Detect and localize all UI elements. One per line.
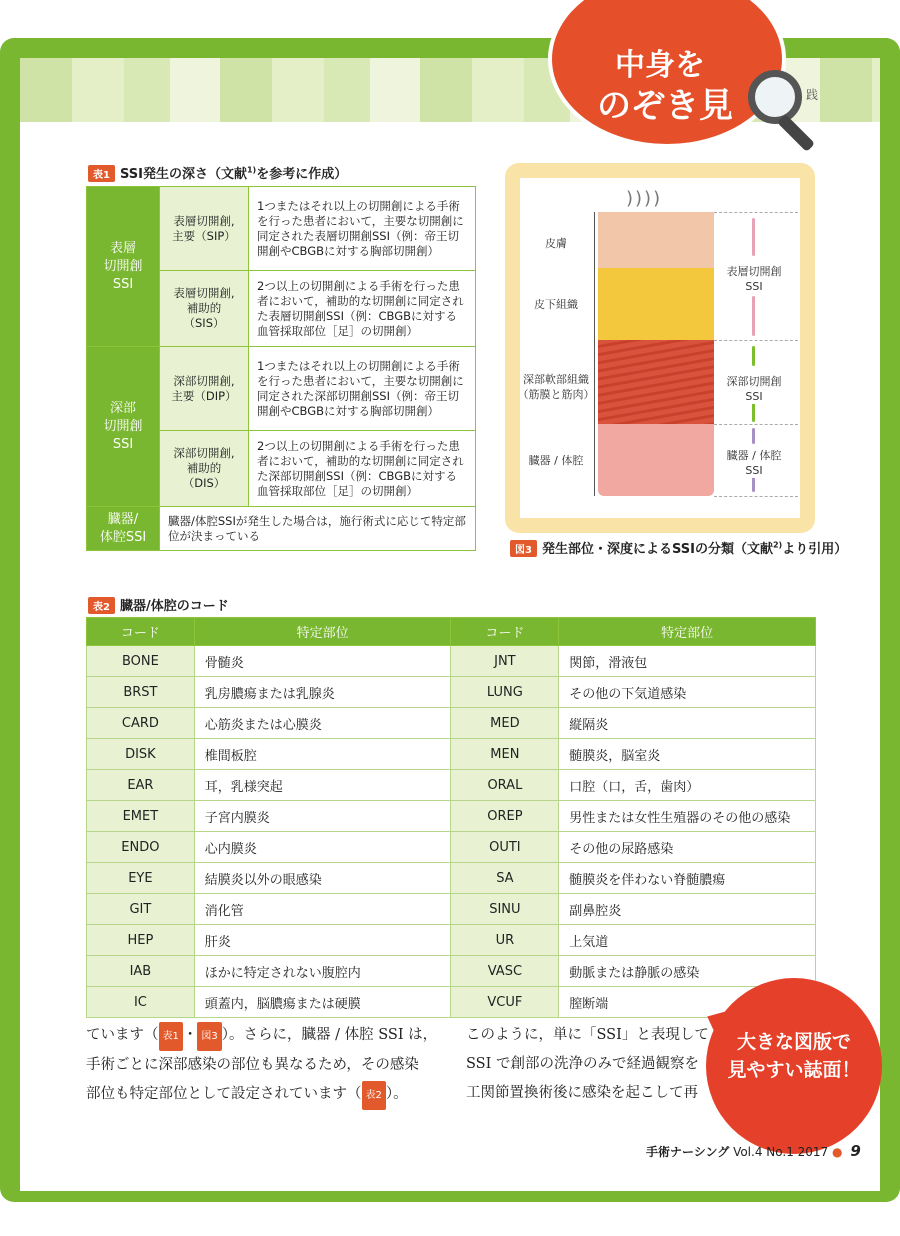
site-cell: 口腔（口，舌，歯肉） — [559, 770, 816, 801]
code-cell: UR — [451, 925, 559, 956]
organ-bracket — [594, 424, 601, 496]
table1-tag: 表1 — [88, 165, 115, 182]
figure3-caption-main: 発生部位・深度によるSSIの分類（文献 — [541, 542, 773, 557]
figure3-tag: 図3 — [510, 540, 537, 557]
ref-table2: 表2 — [362, 1081, 386, 1110]
code-cell: SA — [451, 863, 559, 894]
code-cell: VCUF — [451, 987, 559, 1018]
figure3-caption-sup: 2) — [772, 540, 783, 550]
code-cell: MED — [451, 708, 559, 739]
site-cell: 骨髄炎 — [194, 646, 451, 677]
layer-label-fat: 皮下組織 — [534, 298, 578, 311]
body-right-line3: 工関節置換術後に感染を起こして再 — [466, 1085, 698, 1101]
page-number: 9 — [850, 1142, 861, 1160]
pink-up-arrow-icon — [752, 218, 755, 256]
text-segment: ）。 — [385, 1086, 408, 1102]
table-row — [87, 770, 816, 801]
badge-title-line1: 中身を — [615, 48, 705, 83]
site-cell: 肝炎 — [194, 925, 451, 956]
desc-sip: 1つまたはそれ以上の切開創による手術を行った患者において，主要な切開創に同定された表層切開創SSI（例：帝王切開創やCBGBに対する胸部切開創） — [249, 187, 476, 271]
site-cell: 関節，滑液包 — [559, 646, 816, 677]
text-segment: 部位も特定部位として設定されています（ — [86, 1086, 362, 1102]
bubble-line1: 大きな図版で — [736, 1031, 851, 1053]
code-cell: OREP — [451, 801, 559, 832]
site-cell: 椎間板腔 — [194, 739, 451, 770]
body-left-line1 — [86, 1021, 446, 1051]
site-cell: 耳，乳様突起 — [194, 770, 451, 801]
skin-bracket — [594, 212, 601, 268]
desc-sis: 2つ以上の切開創による手術を行った患者において，補助的な切開創に同定された表層切開創SSI（例：CBGBに対する血管採取部位［足］の切開創） — [249, 271, 476, 347]
table-row — [87, 832, 816, 863]
green-down-arrow-icon — [752, 402, 755, 422]
purple-up-arrow-icon — [752, 428, 755, 444]
table-row — [87, 894, 816, 925]
table2-caption-text: 臓器/体腔のコード — [119, 599, 229, 614]
header-site-left: 特定部位 — [194, 618, 451, 646]
code-cell: EMET — [87, 801, 195, 832]
site-cell: 消化管 — [194, 894, 451, 925]
site-cell: ほかに特定されない腹腔内 — [194, 956, 451, 987]
table2-tag: 表2 — [88, 597, 115, 614]
body-left-line2: 手術ごとに深部感染の部位も異なるため，その感染 — [86, 1057, 419, 1073]
table-row — [87, 925, 816, 956]
figure3-caption — [510, 538, 847, 557]
table2-caption — [88, 595, 229, 614]
skin-layer — [598, 212, 714, 268]
guide-line — [714, 496, 798, 497]
site-cell: 上気道 — [559, 925, 816, 956]
code-cell: SINU — [451, 894, 559, 925]
site-cell: 膣断端 — [559, 987, 816, 1018]
table-row — [87, 801, 816, 832]
code-cell: IC — [87, 987, 195, 1018]
code-cell: DISK — [87, 739, 195, 770]
table-row — [87, 739, 816, 770]
site-cell: 乳房膿瘍または乳腺炎 — [194, 677, 451, 708]
code-cell: LUNG — [451, 677, 559, 708]
sub-dip: 深部切開創, 主要（DIP） — [160, 347, 249, 431]
purple-down-arrow-icon — [752, 476, 755, 492]
code-cell: CARD — [87, 708, 195, 739]
table1-caption — [88, 163, 347, 182]
text-segment: ています（ — [86, 1027, 159, 1043]
body-left-line3 — [86, 1080, 446, 1110]
code-cell: ORAL — [451, 770, 559, 801]
layer-label-organ: 臓器 / 体腔 — [528, 454, 584, 467]
site-cell: 髄膜炎を伴わない脊髄膿瘍 — [559, 863, 816, 894]
code-cell: MEN — [451, 739, 559, 770]
ref-figure3: 図3 — [197, 1022, 221, 1051]
footer-dot-icon: ● — [832, 1145, 843, 1159]
text-segment: ）。さらに，臓器 / 体腔 SSI は， — [221, 1027, 438, 1043]
class-label-deep: 深部切開創 SSI — [714, 374, 794, 404]
code-cell: EYE — [87, 863, 195, 894]
code-cell: EAR — [87, 770, 195, 801]
header-code-right: コード — [451, 618, 559, 646]
site-cell: 副鼻腔炎 — [559, 894, 816, 925]
layer-label-skin: 皮膚 — [545, 237, 567, 250]
bubble-line2: 見やすい誌面！ — [727, 1059, 861, 1081]
organ-layer — [598, 424, 714, 496]
site-cell: その他の尿路感染 — [559, 832, 816, 863]
pink-down-arrow-icon — [752, 296, 755, 336]
site-cell: 頭蓋内，脳膿瘍または硬膜 — [194, 987, 451, 1018]
header-code-left: コード — [87, 618, 195, 646]
code-cell: VASC — [451, 956, 559, 987]
class-label-organ: 臓器 / 体腔 SSI — [714, 448, 794, 478]
table-row — [87, 646, 816, 677]
site-cell: 動脈または静脈の感染 — [559, 956, 816, 987]
journal-volume: Vol.4 No.1 2017 — [733, 1145, 829, 1159]
text-segment: ・ — [182, 1027, 198, 1043]
body-right-line2: SSI で創部の洗浄のみで経過観察を — [466, 1056, 699, 1072]
site-cell: 男性または女性生殖器のその他の感染 — [559, 801, 816, 832]
desc-dis: 2つ以上の切開創による手術を行った患者において，補助的な切開創に同定された深部切開創SSI（例：CBGBに対する血管採取部位［足］の切開創） — [249, 431, 476, 507]
table1-caption-main: SSI発生の深さ（文献 — [119, 167, 247, 182]
table-row — [87, 863, 816, 894]
sub-sip: 表層切開創, 主要（SIP） — [160, 187, 249, 271]
site-cell: その他の下気道感染 — [559, 677, 816, 708]
category-organ: 臓器/ 体腔SSI — [87, 507, 160, 551]
code-cell: OUTI — [451, 832, 559, 863]
table1-caption-sup: 1) — [246, 165, 257, 175]
guide-line — [714, 340, 798, 341]
code-cell: GIT — [87, 894, 195, 925]
desc-organ: 臓器/体腔SSIが発生した場合は，施行術式に応じて特定部位が決まっている — [160, 507, 476, 551]
code-cell: IAB — [87, 956, 195, 987]
code-cell: ENDO — [87, 832, 195, 863]
table-row — [87, 677, 816, 708]
category-deep: 深部 切開創 SSI — [87, 347, 160, 507]
code-cell: JNT — [451, 646, 559, 677]
code-cell: HEP — [87, 925, 195, 956]
table-row — [87, 987, 816, 1018]
body-right-line1: このように，単に「SSI」と表現して — [466, 1027, 709, 1043]
code-cell: BONE — [87, 646, 195, 677]
code-cell: BRST — [87, 677, 195, 708]
table-row — [87, 708, 816, 739]
site-cell: 結膜炎以外の眼感染 — [194, 863, 451, 894]
ssi-depth-table — [86, 186, 476, 551]
fat-bracket — [594, 268, 601, 340]
site-cell: 心筋炎または心膜炎 — [194, 708, 451, 739]
hair-icon: )))) — [626, 188, 663, 209]
site-cell: 子宮内膜炎 — [194, 801, 451, 832]
green-up-arrow-icon — [752, 346, 755, 366]
table1-caption-tail: を参考に作成） — [256, 167, 348, 182]
organ-code-table — [86, 617, 816, 1018]
figure3-caption-tail: より引用） — [782, 542, 848, 557]
badge-title-line2: のぞき見 — [597, 86, 733, 126]
site-cell: 心内膜炎 — [194, 832, 451, 863]
page-footer — [646, 1142, 861, 1160]
sub-dis: 深部切開創, 補助的 （DIS） — [160, 431, 249, 507]
journal-name: 手術ナーシング — [646, 1145, 730, 1159]
speech-bubble-text — [710, 1028, 878, 1084]
muscle-layer — [598, 340, 714, 424]
header-site-right: 特定部位 — [559, 618, 816, 646]
guide-line — [714, 212, 798, 213]
guide-line — [714, 424, 798, 425]
fat-layer — [598, 268, 714, 340]
site-cell: 縦隔炎 — [559, 708, 816, 739]
sub-sis: 表層切開創, 補助的 （SIS） — [160, 271, 249, 347]
desc-dip: 1つまたはそれ以上の切開創による手術を行った患者において，主要な切開創に同定された深部切開創SSI（例：帝王切開創やCBGBに対する胸部切開創） — [249, 347, 476, 431]
table-row — [87, 956, 816, 987]
body-left-column — [86, 1021, 446, 1110]
category-superficial: 表層 切開創 SSI — [87, 187, 160, 347]
class-label-superficial: 表層切開創 SSI — [714, 264, 794, 294]
body-right-column — [466, 1021, 726, 1108]
header-side-glyph: 践 — [806, 88, 819, 102]
site-cell: 髄膜炎，脳室炎 — [559, 739, 816, 770]
magnifier-icon — [748, 70, 802, 124]
ref-table1: 表1 — [159, 1022, 183, 1051]
layer-label-muscle: 深部軟部組織 （筋膜と筋肉） — [517, 373, 595, 401]
